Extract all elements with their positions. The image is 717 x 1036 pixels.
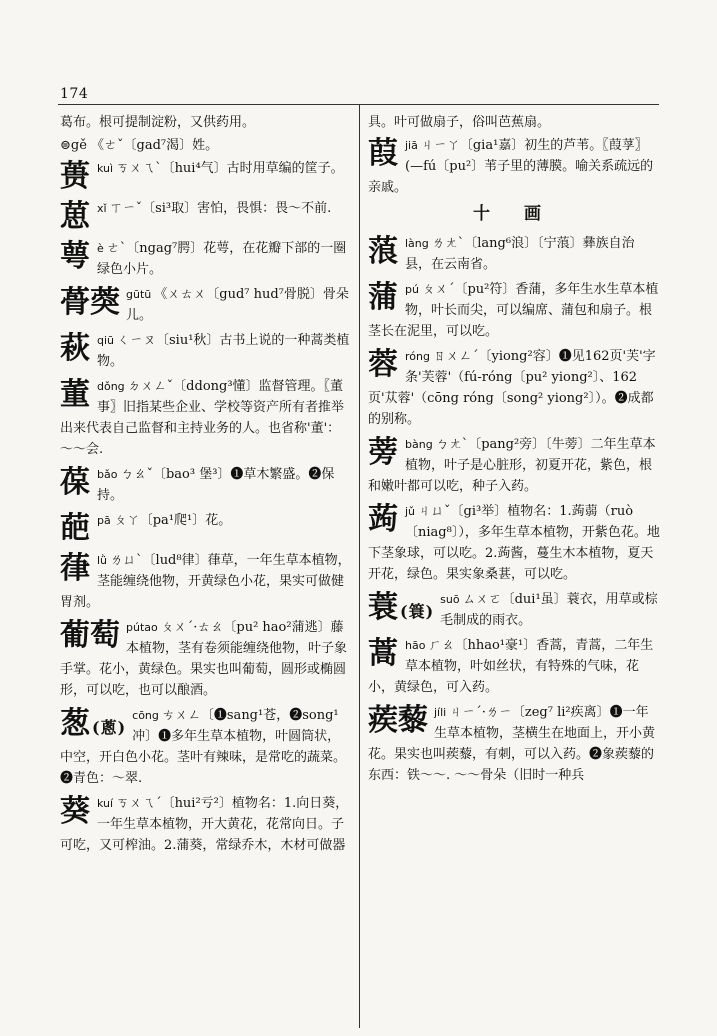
entry-headword <box>368 637 399 671</box>
headword-text: 葵 <box>60 794 91 829</box>
entry-headword <box>368 137 399 171</box>
entry-headword <box>60 512 91 546</box>
entry-pinyin: bǎo <box>97 468 118 481</box>
entry-pinyin: kuì <box>97 162 114 175</box>
entry-pinyin: làng <box>405 237 429 250</box>
entry-headword <box>60 240 91 274</box>
entry-definition: ㄘㄨㄥ〔❶sang¹苍，❷song¹冲〕❶多年生草本植物，叶圆筒状，中空，开白色小花。茎叶有辣味，是常吃的蔬菜。❷青色：～翠. <box>60 708 347 786</box>
entry-definition: ㄏㄠ〔hhao¹豪¹〕香蒿，青蒿，二年生草本植物，叶如丝状，有特殊的气味，花小，黄绿色，可入药。 <box>368 638 654 695</box>
entry-headword <box>368 503 399 537</box>
right-column <box>368 112 660 1026</box>
entry-definition: ㄐㄧˊ·ㄌㄧ〔zeg⁷ li²疾离〕❶一年生草本植物，茎横生在地面上，开小黄花。果实也叫蒺藜，有刺，可以入药。❷象蒺藜的东西：铁～～. ～～骨朵（旧时一种兵 <box>368 705 656 783</box>
entry-headword <box>60 619 120 653</box>
entry-headword <box>368 591 434 629</box>
headword-text: 蓇葖 <box>60 285 120 320</box>
headword-variant: (蔥) <box>92 718 127 737</box>
left-column <box>60 112 352 1026</box>
entry-pinyin: jǔ <box>405 505 416 518</box>
entry-headword <box>60 160 91 194</box>
dictionary-entry <box>60 464 352 506</box>
dictionary-entry <box>60 705 352 789</box>
dictionary-entry <box>60 330 352 372</box>
dictionary-entry <box>60 510 352 546</box>
headword-text: 蓑 <box>368 590 399 625</box>
dictionary-entry <box>368 501 660 585</box>
entry-definition: ㄌㄩˋ〔lud⁸律〕葎草，一年生草本植物，茎能缠绕他物，开黄绿色小花，果实可做健胃剂。 <box>60 553 351 610</box>
entry-headword <box>60 707 126 745</box>
headword-text: 蓉 <box>368 347 399 382</box>
entry-pinyin: hāo <box>405 639 426 652</box>
headword-text: 蒗 <box>368 234 399 269</box>
entry-definition: ㄆㄚ〔pa¹爬¹〕花。 <box>113 513 232 528</box>
dictionary-entry <box>368 279 660 342</box>
entry-headword <box>368 235 399 269</box>
headword-text: 蒟 <box>368 502 399 537</box>
dictionary-entry <box>60 158 352 194</box>
dictionary-entry <box>368 434 660 497</box>
dictionary-entry <box>368 135 660 198</box>
continuation-text-2: ⊜gě 《ㄜˇ〔gad⁷渴〕姓。 <box>60 138 219 153</box>
entry-headword <box>60 466 91 500</box>
entry-definition: ㄎㄨㄟˋ〔hui⁴气〕古时用草编的筐子。 <box>116 161 344 176</box>
dictionary-entry <box>368 233 660 275</box>
right-continuation-text: 具。叶可做扇子，俗叫芭蕉扇。 <box>368 115 551 130</box>
entry-definition: ㄙㄨㄛ〔dui¹虽〕蓑衣，用草或棕毛制成的雨衣。 <box>440 592 658 628</box>
headword-text: 萼 <box>60 239 91 274</box>
entry-headword <box>60 378 91 412</box>
entry-pinyin: xǐ <box>97 202 107 215</box>
entry-definition: ㄑㄧㄡ〔siu¹秋〕古书上说的一种蒿类植物。 <box>97 333 350 369</box>
left-entries <box>60 158 352 856</box>
entry-pinyin: suō <box>440 593 460 606</box>
entry-pinyin: dǒng <box>97 380 125 393</box>
headword-text: 萩 <box>60 331 91 366</box>
dictionary-entry <box>368 702 660 786</box>
entry-headword <box>60 795 91 829</box>
entry-definition: ㄆㄨˊ〔pu²符〕香蒲，多年生水生草本植物，叶长而尖，可以编席、蒲包和扇子。根茎长在泥里，可以吃。 <box>368 282 659 339</box>
continuation-text: 葛布。根可提制淀粉，又供药用。 <box>60 115 256 130</box>
headword-text: 葎 <box>60 551 91 586</box>
entry-definition: ㄒㄧˇ〔si³取〕害怕，畏惧：畏～不前. <box>109 201 332 216</box>
entry-definition: ㄅㄠˇ〔bao³ 堡³〕❶草木繁盛。❷保持。 <box>97 467 335 503</box>
entry-headword <box>368 348 399 382</box>
entry-pinyin: kuí <box>97 797 114 810</box>
headword-text: 蒺藜 <box>368 703 428 738</box>
headword-text: 董 <box>60 377 91 412</box>
entry-definition: ㄌㄤˋ〔lang⁶浪〕〔宁蒗〕彝族自治县，在云南省。 <box>405 236 635 272</box>
entry-pinyin: gūtū <box>126 288 152 301</box>
dictionary-entry <box>60 617 352 701</box>
dictionary-entry <box>60 284 352 326</box>
entry-pinyin: pútao <box>126 621 158 634</box>
entry-headword <box>368 281 399 315</box>
entry-pinyin: bàng <box>405 438 433 451</box>
headword-text: 葱 <box>60 706 91 741</box>
entry-pinyin: qiū <box>97 334 115 347</box>
dictionary-entry <box>368 635 660 698</box>
section-title: 十 画 <box>473 204 555 224</box>
entry-headword <box>60 552 91 586</box>
dictionary-entry <box>60 376 352 460</box>
entry-definition: ㄐㄩˇ〔gi³举〕植物名：1.蒟蒻（ruò〔niag⁸〕），多年生草本植物，开紫色花。地下茎象球，可以吃。2.蒟酱，蔓生木本植物，夏天开花，绿色。果实象桑葚，可以吃。 <box>368 504 660 582</box>
entry-pinyin: pā <box>97 514 111 527</box>
entry-pinyin: róng <box>405 350 430 363</box>
entry-definition: ㄎㄨㄟˊ〔hui²亏²〕植物名：1.向日葵，一年生草本植物，开大黄花，花常向日。子可吃，又可榨油。2.蒲葵，常绿乔木，木材可做器 <box>60 796 349 853</box>
entry-definition: ㄅㄤˋ〔pang²旁〕〔牛蒡〕二年生草本植物，叶子是心脏形，初夏开花，紫色，根和嫩叶都可以吃，种子入药。 <box>368 437 656 494</box>
dictionary-entry <box>60 238 352 280</box>
entry-headword <box>368 436 399 470</box>
entry-definition: ㄜˋ〔ngag⁷腭〕花萼，在花瓣下部的一圈绿色小片。 <box>97 241 347 277</box>
entry-pinyin: pú <box>405 283 419 296</box>
entry-definition: ㄆㄨˊ·ㄊㄠ〔pu² hao²蒲逃〕藤本植物，茎有卷须能缠绕他物，叶子象手掌。花小，黄绿色。果实也叫葡萄，圆形或椭圆形，可以吃，也可以酿酒。 <box>60 620 348 698</box>
column-divider <box>359 104 360 1028</box>
entry-headword <box>60 286 120 320</box>
entry-pinyin: cōng <box>132 709 159 722</box>
headword-text: 蒲 <box>368 280 399 315</box>
dictionary-entry <box>368 589 660 631</box>
dictionary-entry <box>60 550 352 613</box>
headword-text: 蒡 <box>368 435 399 470</box>
entry-definition: ㄖㄨㄥˊ〔yiong²容〕❶见162页'芙'字条'芙蓉'（fú-róng〔pu² yiong²〕、162页'苁蓉'（cōng róng〔song² yiong²〕）。❷成都的别称。 <box>368 349 656 427</box>
dictionary-entry <box>368 346 660 430</box>
entry-headword <box>368 704 428 738</box>
page-number: 174 <box>60 86 89 102</box>
headword-text: 蒿 <box>368 636 399 671</box>
headword-text: 葡萄 <box>60 618 120 653</box>
headword-variant: (簑) <box>400 602 435 621</box>
headword-text: 蒉 <box>60 159 91 194</box>
headword-text: 葩 <box>60 511 91 546</box>
entry-definition: 《ㄨㄊㄨ〔gud⁷ hud⁷骨脱〕骨朵儿。 <box>126 287 349 323</box>
right-entries-after <box>368 233 660 786</box>
entry-headword <box>60 332 91 366</box>
entry-pinyin: lǜ <box>97 554 108 567</box>
dictionary-entry <box>60 198 352 234</box>
entry-pinyin: jiā <box>405 139 418 152</box>
entry-definition: ㄉㄨㄥˇ〔ddong³懂〕监督管理。〖董事〗旧指某些企业、学校等资产所有者推举出来代表自己监督和主持业务的人。也省称'董'：～～会. <box>60 379 345 457</box>
entry-pinyin: è <box>97 242 104 255</box>
entry-definition: ㄐㄧㄚ〔gia¹嘉〕初生的芦苇。〖葭莩〗(—fú〔pu²〕苇子里的薄膜。喻关系疏远的亲戚。 <box>368 138 654 195</box>
right-entries-before <box>368 135 660 198</box>
headword-text: 葆 <box>60 465 91 500</box>
dictionary-entry <box>60 793 352 856</box>
headword-text: 葸 <box>60 199 91 234</box>
headword-text: 葭 <box>368 136 399 171</box>
entry-headword <box>60 200 91 234</box>
entry-pinyin: jíli <box>434 706 447 719</box>
